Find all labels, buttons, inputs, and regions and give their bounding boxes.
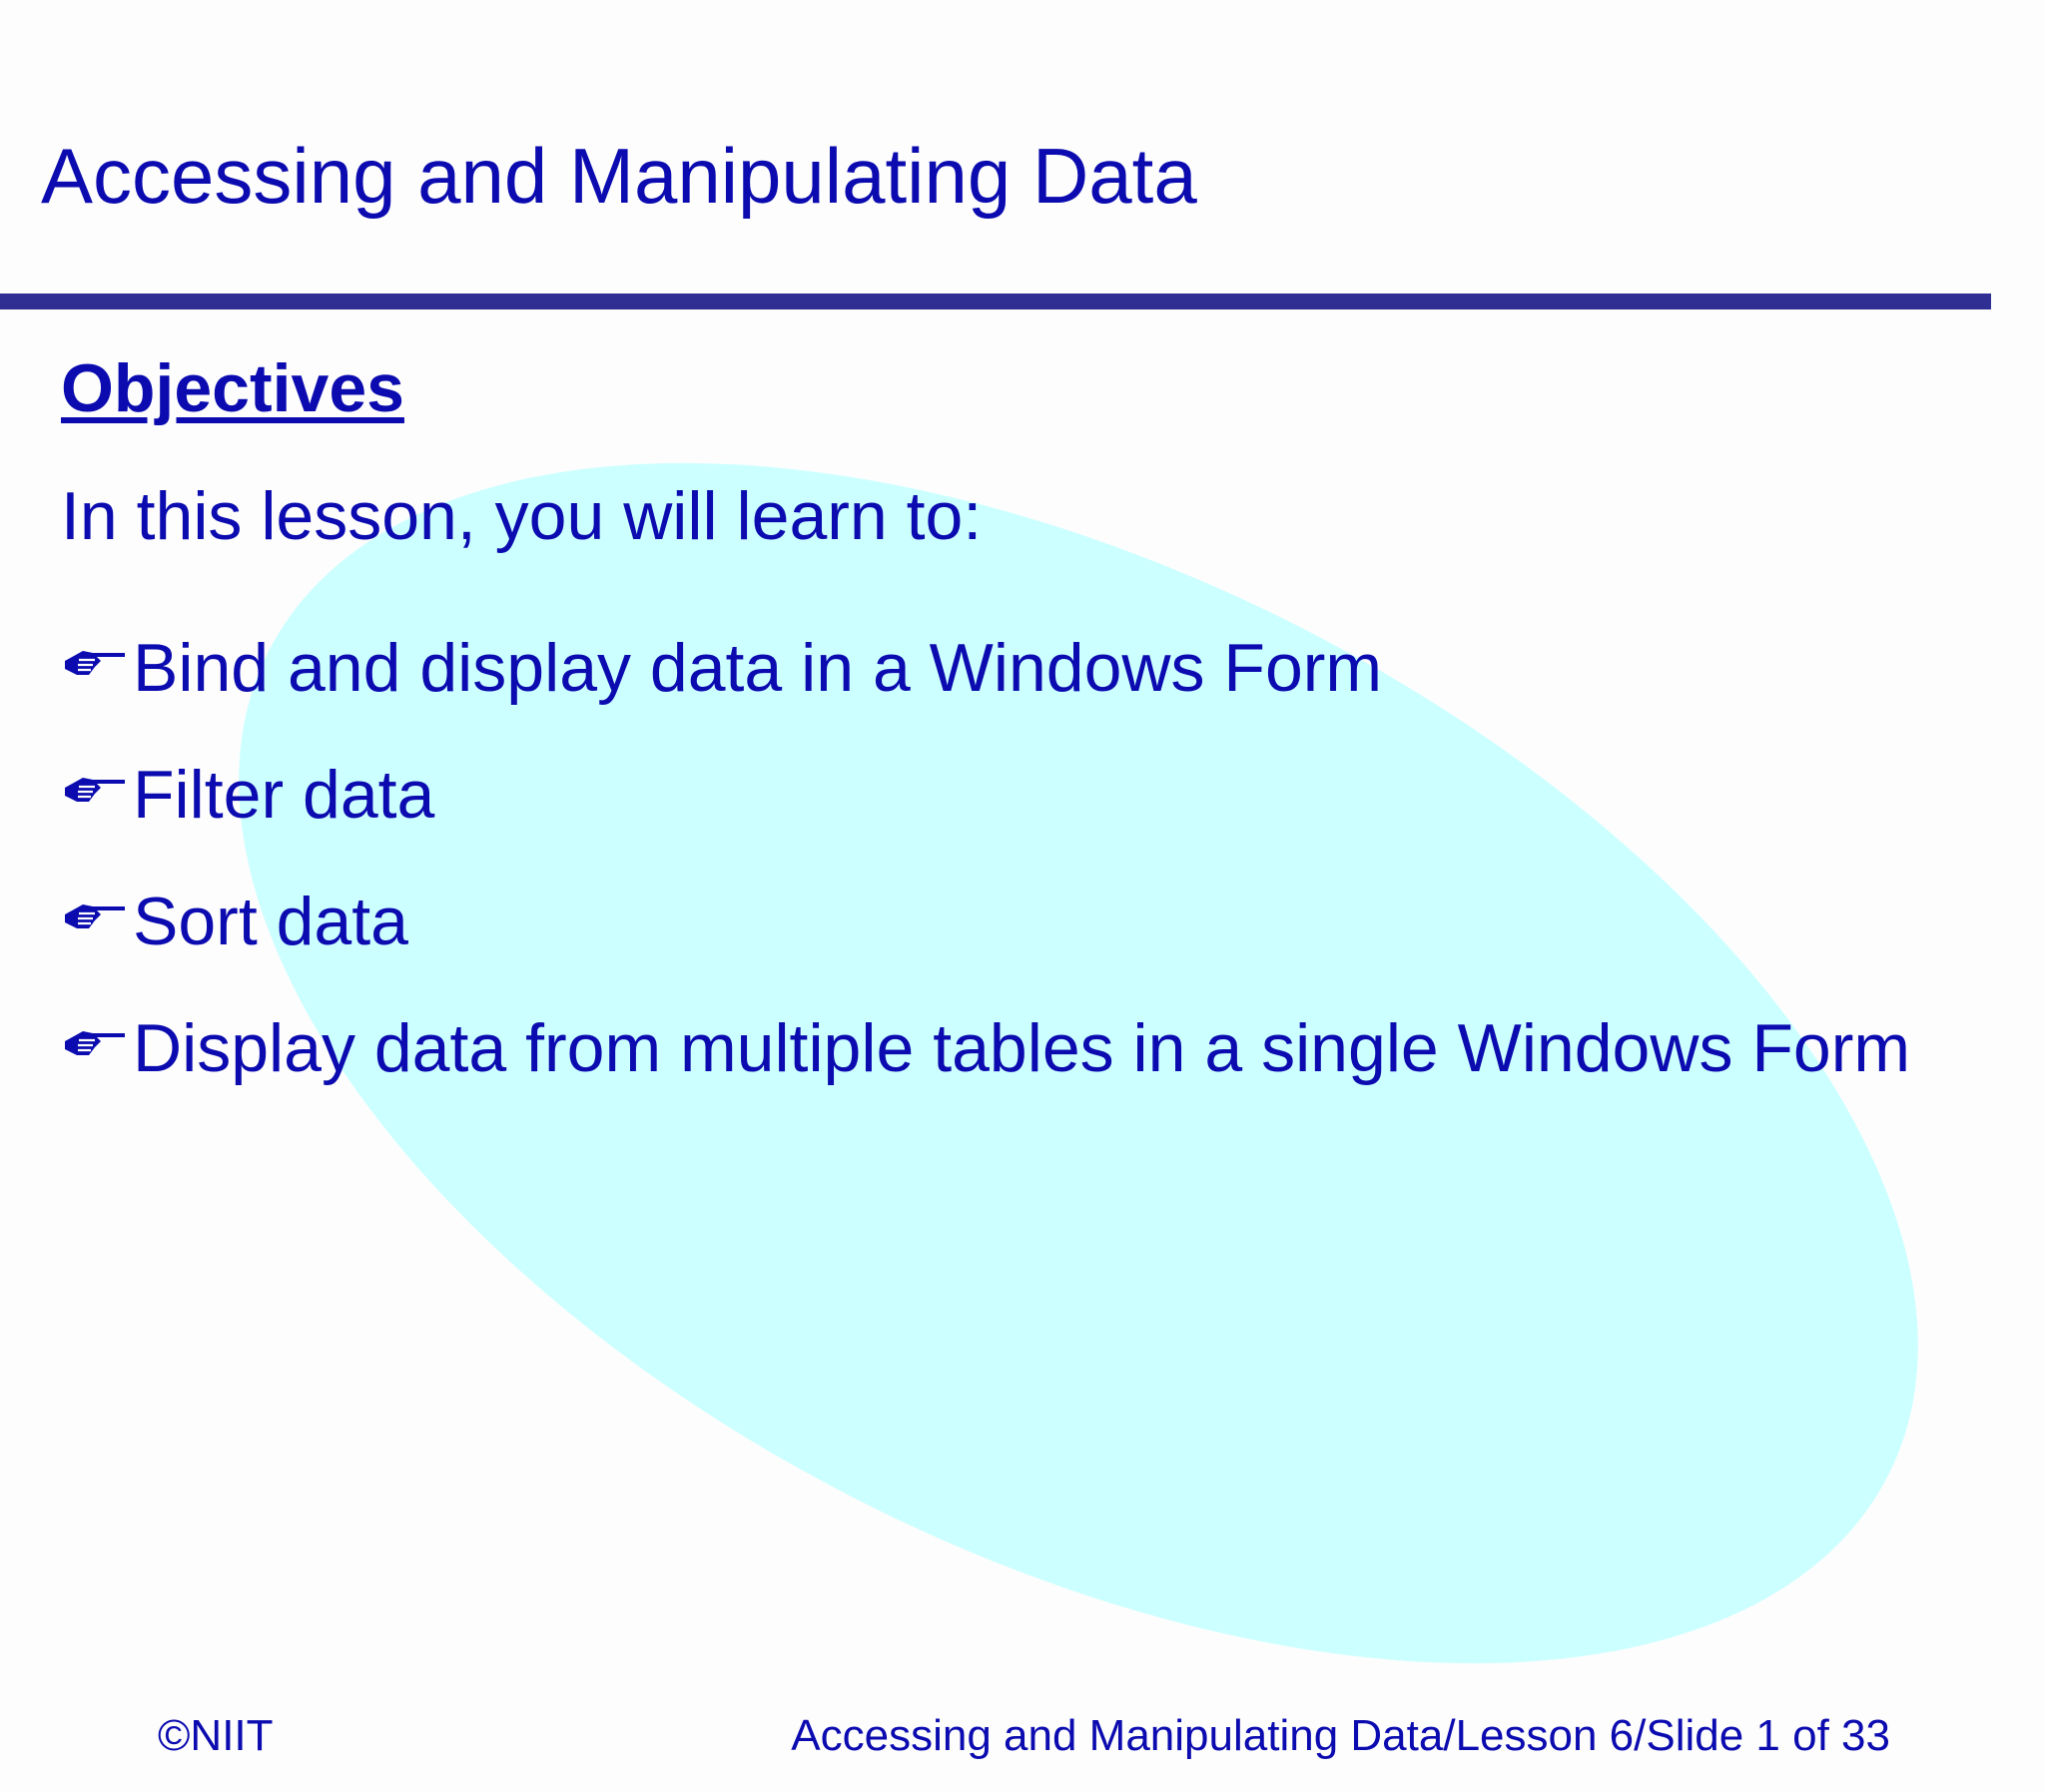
- section-heading: Objectives: [61, 350, 404, 426]
- objectives-list: [61, 605, 1910, 1112]
- footer-slide-info: Accessing and Manipulating Data/Lesson 6/Slide 1 of 33: [791, 1711, 1890, 1760]
- pointing-hand-icon: [61, 896, 127, 936]
- pointing-hand-icon: [61, 770, 127, 810]
- list-item: [61, 985, 1910, 1112]
- list-item: [61, 732, 1910, 859]
- footer-copyright: ©NIIT: [158, 1711, 274, 1760]
- pointing-hand-icon: [61, 643, 127, 683]
- objective-text: Filter data: [133, 757, 435, 834]
- objective-text: Bind and display data in a Windows Form: [133, 630, 1383, 707]
- intro-text: In this lesson, you will learn to:: [61, 478, 983, 554]
- list-item: [61, 605, 1910, 732]
- list-item: [61, 859, 1910, 985]
- pointing-hand-icon: [61, 1023, 127, 1063]
- title-divider: [0, 294, 1991, 309]
- objective-text: Sort data: [133, 884, 408, 960]
- slide-title: Accessing and Manipulating Data: [41, 132, 1197, 220]
- objective-text: Display data from multiple tables in a single Windows Form: [133, 1010, 1911, 1087]
